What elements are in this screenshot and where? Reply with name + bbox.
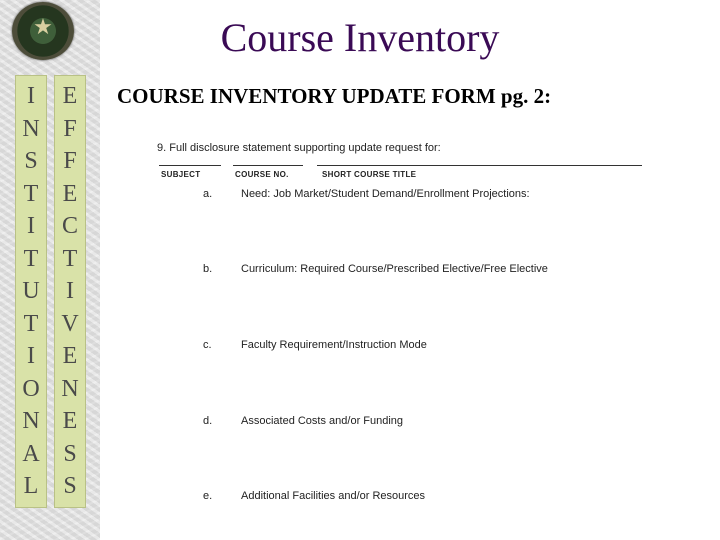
item-text: Additional Facilities and/or Resources xyxy=(241,490,426,502)
banner-letter-effectiveness: F xyxy=(63,148,77,174)
column-short-title: SHORT COURSE TITLE xyxy=(322,170,417,179)
banner-letter-effectiveness: V xyxy=(61,310,79,337)
vertical-banner-institutional xyxy=(15,75,47,508)
banner-letter-institutional: N xyxy=(22,408,40,434)
banner-letter-institutional: T xyxy=(23,245,39,272)
item-letter: a. xyxy=(203,188,213,200)
item-text: Curriculum: Required Course/Prescribed Elective/Free Elective xyxy=(241,263,548,275)
title-rule xyxy=(317,165,642,166)
item-letter: d. xyxy=(203,415,213,427)
banner-letter-institutional: U xyxy=(22,278,40,304)
banner-letter-institutional: S xyxy=(24,148,38,174)
banner-letter-institutional: T xyxy=(23,310,39,337)
item-text: Faculty Requirement/Instruction Mode xyxy=(241,339,427,351)
star-icon: ★ xyxy=(33,15,53,40)
banner-letter-effectiveness: E xyxy=(62,408,78,434)
form-question: 9. Full disclosure statement supporting update request for: xyxy=(157,142,441,154)
banner-letter-effectiveness: E xyxy=(62,343,78,369)
item-text: Need: Job Market/Student Demand/Enrollment Projections: xyxy=(241,188,530,200)
banner-letter-institutional: O xyxy=(22,375,40,402)
banner-letter-institutional: I xyxy=(27,213,35,239)
form-subtitle: COURSE INVENTORY UPDATE FORM pg. 2: xyxy=(117,84,552,108)
banner-letter-effectiveness: T xyxy=(62,245,78,272)
banner-letter-effectiveness: S xyxy=(63,473,77,499)
page-title: Course Inventory xyxy=(220,15,500,60)
column-course-no: COURSE NO. xyxy=(235,170,289,179)
banner-letter-effectiveness: N xyxy=(61,375,79,402)
banner-letter-institutional: T xyxy=(23,180,39,207)
item-letter: b. xyxy=(203,263,213,275)
vertical-banner-effectiveness xyxy=(54,75,86,508)
banner-letter-effectiveness: E xyxy=(62,180,78,207)
banner-letter-effectiveness: F xyxy=(63,115,77,142)
banner-letter-effectiveness: C xyxy=(61,213,78,239)
banner-letter-institutional: L xyxy=(23,473,39,499)
item-text: Associated Costs and/or Funding xyxy=(241,415,404,427)
item-letter: c. xyxy=(203,339,212,351)
banner-letter-effectiveness: E xyxy=(62,83,78,109)
banner-letter-effectiveness: S xyxy=(63,440,77,467)
banner-letter-institutional: I xyxy=(27,83,35,109)
item-letter: e. xyxy=(203,490,213,502)
banner-letter-effectiveness: I xyxy=(66,278,74,304)
banner-letter-institutional: A xyxy=(22,440,40,467)
banner-letter-institutional: N xyxy=(22,115,40,142)
banner-letter-institutional: I xyxy=(27,343,35,369)
column-subject: SUBJECT xyxy=(161,170,201,179)
seal-logo xyxy=(12,2,74,60)
course-no-rule xyxy=(233,165,303,166)
form-image xyxy=(117,120,665,520)
subject-rule xyxy=(159,165,221,166)
